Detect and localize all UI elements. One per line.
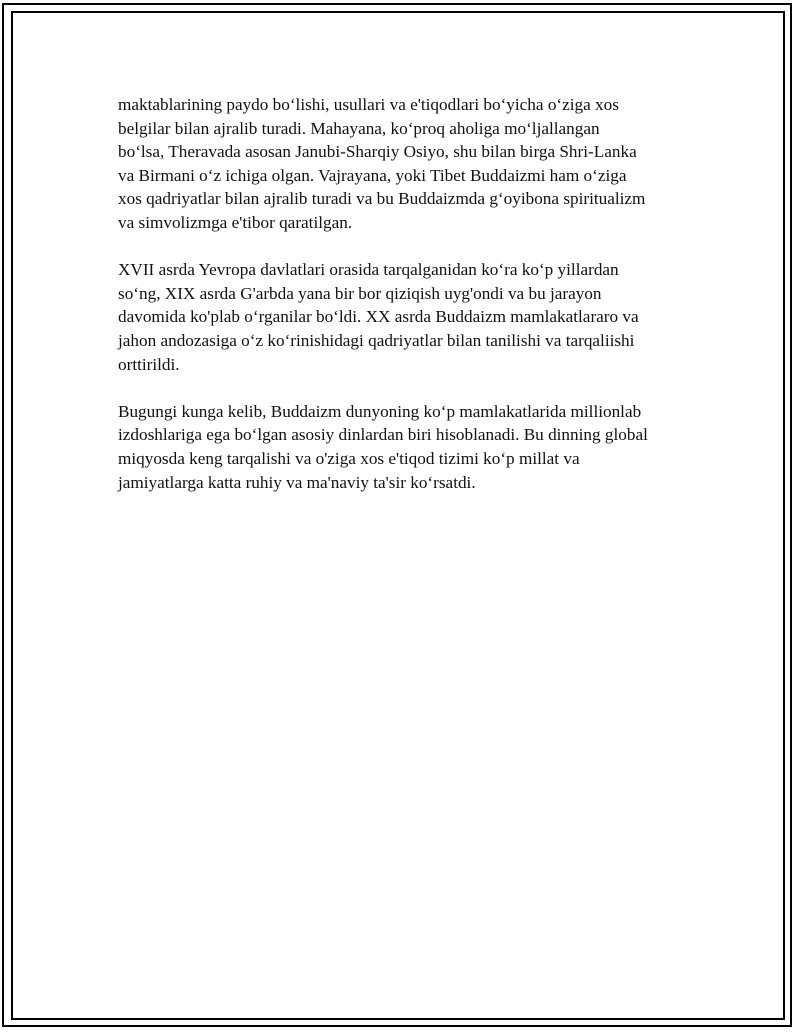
text-line: miqyosda keng tarqalishi va o'ziga xos e'tiqod tizimi ko‘p millat va xyxy=(118,448,580,468)
text-line: jahon andozasiga o‘z ko‘rinishidagi qadriyatlar bilan tanilishi va tarqaliishi xyxy=(118,330,635,350)
paragraph-2 xyxy=(118,258,698,376)
paragraph-1 xyxy=(118,93,698,235)
document-body xyxy=(118,93,698,518)
text-line: so‘ng, XIX asrda G'arbda yana bir bor qiziqish uyg'ondi va bu jarayon xyxy=(118,283,602,303)
text-line: va Birmani o‘z ichiga olgan. Vajrayana, yoki Tibet Buddaizmi ham o‘ziga xyxy=(118,165,627,185)
text-line: maktablarining paydo bo‘lishi, usullari va e'tiqodlari bo‘yicha o‘ziga xos xyxy=(118,95,619,114)
text-line: xos qadriyatlar bilan ajralib turadi va bu Buddaizmda g‘oyibona spiritualizm xyxy=(118,189,646,209)
text-line: izdoshlariga ega bo‘lgan asosiy dinlardan biri hisoblanadi. Bu dinning global xyxy=(118,425,648,445)
text-line: XVII asrda Yevropa davlatlari orasida tarqalganidan ko‘ra ko‘p yillardan xyxy=(118,260,619,280)
text-line: jamiyatlarga katta ruhiy va ma'naviy ta'sir ko‘rsatdi. xyxy=(118,472,476,492)
text-line: bo‘lsa, Theravada asosan Janubi-Sharqiy Osiyo, shu bilan birga Shri-Lanka xyxy=(118,142,637,162)
text-line: va simvolizmga e'tibor qaratilgan. xyxy=(118,212,353,232)
text-line: Bugungi kunga kelib, Buddaizm dunyoning ko‘p mamlakatlarida millionlab xyxy=(118,401,642,421)
text-line: davomida ko'plab o‘rganilar bo‘ldi. XX asrda Buddaizm mamlakatlararo va xyxy=(118,307,639,327)
paragraph-3 xyxy=(118,400,698,494)
text-line: belgilar bilan ajralib turadi. Mahayana, ko‘proq aholiga mo‘ljallangan xyxy=(118,118,600,138)
text-line: orttirildi. xyxy=(118,354,180,374)
